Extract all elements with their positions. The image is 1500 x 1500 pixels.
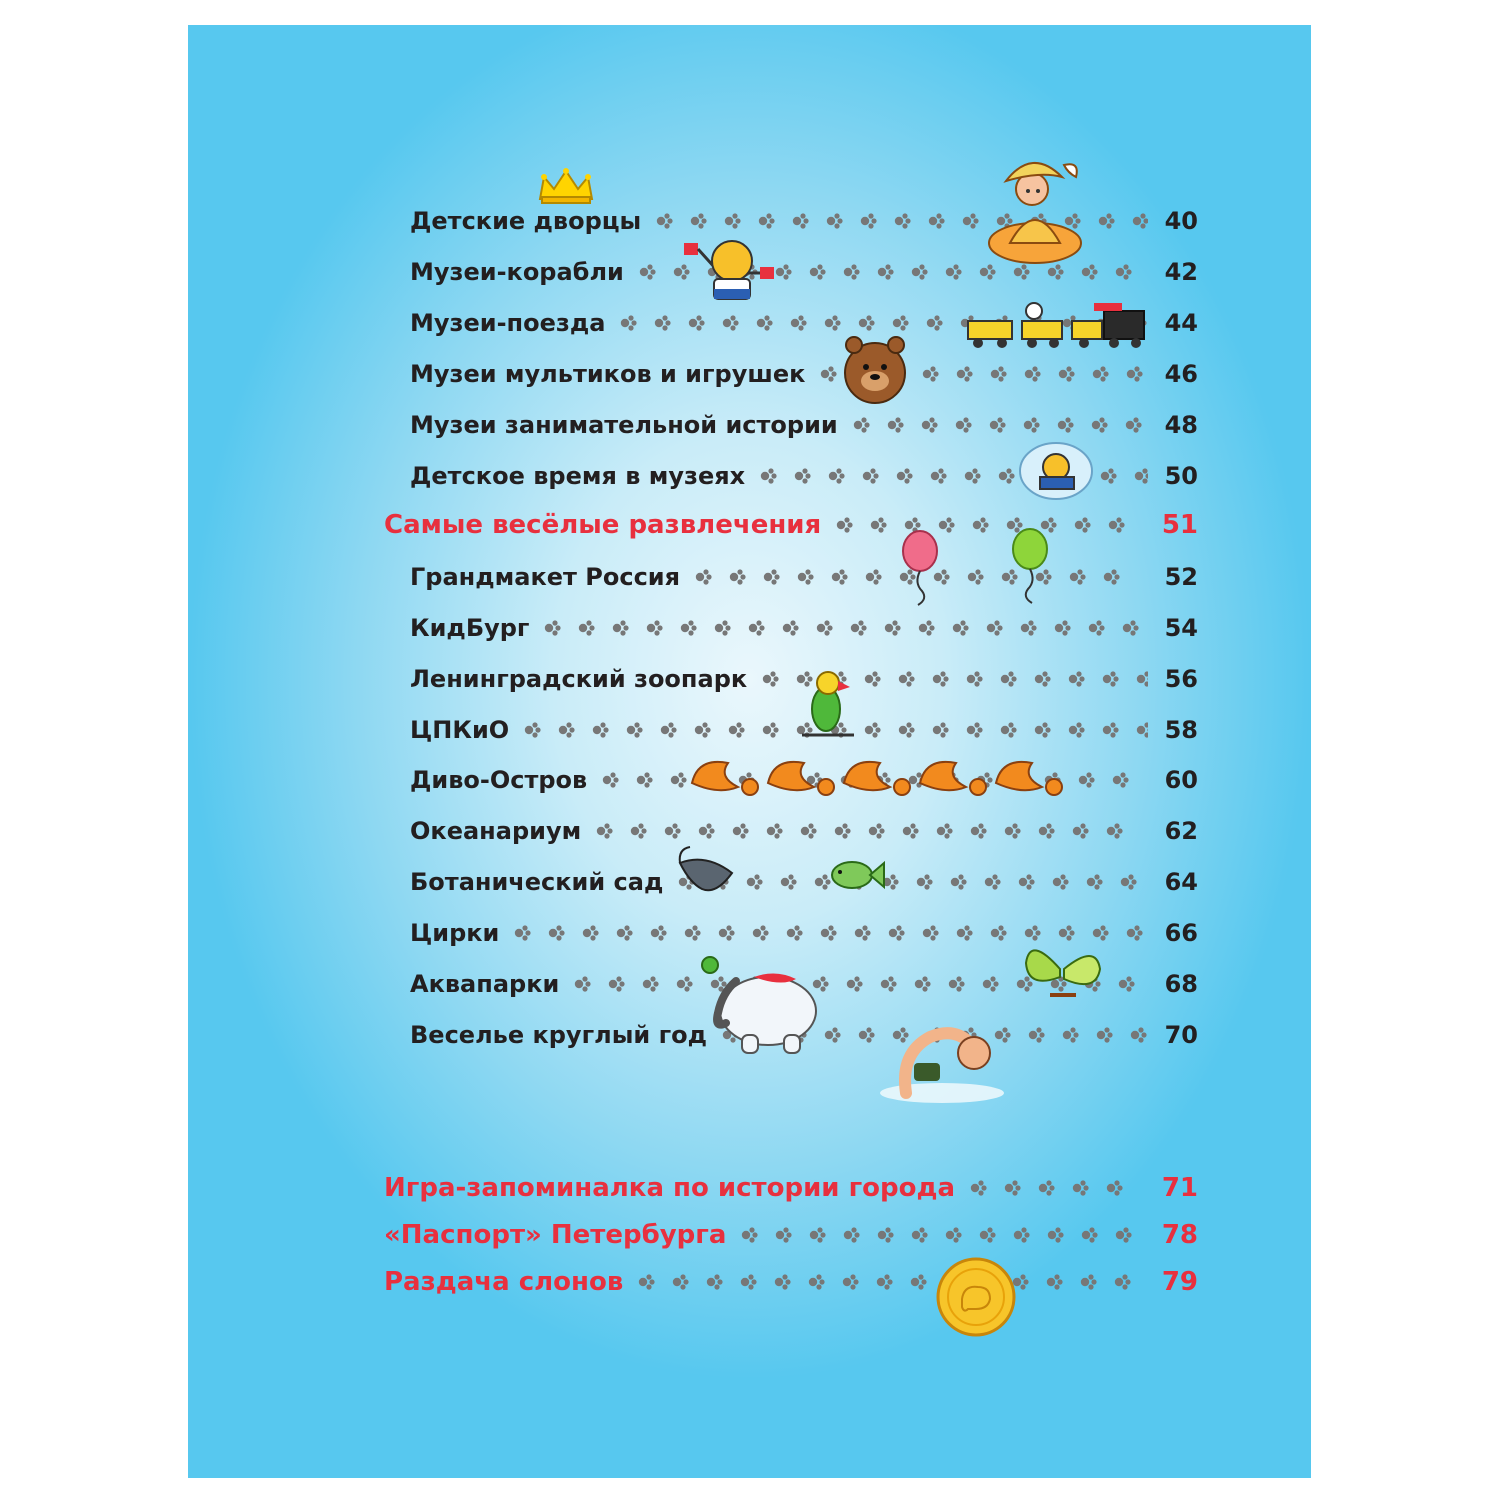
toc-entry-title: Музеи занимательной истории <box>410 411 838 439</box>
toy-train-icon <box>964 295 1154 355</box>
toc-entry-page-number: 50 <box>1164 462 1198 490</box>
toc-entry[interactable] <box>188 505 1311 545</box>
toc-entry-title: Раздача слонов <box>384 1267 624 1297</box>
toc-entry[interactable] <box>188 659 1311 699</box>
crown-icon <box>536 167 596 207</box>
toc-entry-title: Детское время в музеях <box>410 462 746 490</box>
paw-print-leader <box>677 870 1148 894</box>
toc-entry-title: Веселье круглый год <box>410 1021 707 1049</box>
fish-icon <box>828 855 886 895</box>
toc-entry-title: Ленинградский зоопарк <box>410 665 748 693</box>
princess-doll-icon <box>980 147 1090 267</box>
butterfly-icon <box>1020 933 1104 1001</box>
toc-entry-page-number: 70 <box>1164 1021 1198 1049</box>
toc-entry[interactable] <box>188 608 1311 648</box>
toc-entry[interactable] <box>188 913 1311 953</box>
toc-entry-page-number: 64 <box>1164 868 1198 896</box>
toc-entry-title: Аквапарки <box>410 970 560 998</box>
toc-entry-page-number: 56 <box>1164 665 1198 693</box>
toc-entry[interactable] <box>188 557 1311 597</box>
toc-entry-title: Океанариум <box>410 817 582 845</box>
toc-entry-title: «Паспорт» Петербурга <box>384 1220 727 1250</box>
astronaut-helmet-icon <box>1016 439 1096 503</box>
toc-entry-title: Диво-Остров <box>410 766 588 794</box>
parrot-icon <box>796 669 860 741</box>
elephant-icon <box>696 953 826 1057</box>
toc-entry[interactable] <box>188 1215 1311 1255</box>
paw-print-leader <box>852 413 1148 437</box>
toc-entry-page-number: 60 <box>1164 766 1198 794</box>
toc-entry[interactable] <box>188 862 1311 902</box>
toc-entry-title: Музеи-поезда <box>410 309 606 337</box>
toc-entry-page-number: 71 <box>1161 1173 1198 1203</box>
toc-entry-page-number: 68 <box>1164 970 1198 998</box>
balloon-icon <box>1010 527 1050 605</box>
toc-entry-page-number: 62 <box>1164 817 1198 845</box>
toc-entry[interactable] <box>188 811 1311 851</box>
toc-entry[interactable] <box>188 405 1311 445</box>
toc-entry-page-number: 40 <box>1164 207 1198 235</box>
toc-entry-page-number: 78 <box>1161 1220 1198 1250</box>
paw-print-leader <box>543 616 1148 640</box>
toc-entry-title: Музеи мультиков и игрушек <box>410 360 806 388</box>
toc-entry[interactable] <box>188 1168 1311 1208</box>
sailor-icon <box>676 233 786 303</box>
toc-entry-title: Цирки <box>410 919 500 947</box>
toc-entry[interactable] <box>188 710 1311 750</box>
toc-entry-title: Детские дворцы <box>410 207 642 235</box>
toc-entry-title: ЦПКиО <box>410 716 510 744</box>
toc-entry-page-number: 52 <box>1164 563 1198 591</box>
toc-entry[interactable] <box>188 1262 1311 1302</box>
balloon-icon <box>900 529 940 607</box>
toc-page <box>188 25 1311 1478</box>
toc-entry-page-number: 44 <box>1164 309 1198 337</box>
toc-entry-page-number: 66 <box>1164 919 1198 947</box>
toc-entry-page-number: 79 <box>1161 1267 1198 1297</box>
toc-entry-page-number: 42 <box>1164 258 1198 286</box>
toc-entry-title: Музеи-корабли <box>410 258 624 286</box>
bear-icon <box>840 331 910 405</box>
toc-entry-page-number: 48 <box>1164 411 1198 439</box>
paw-print-leader <box>835 513 1148 537</box>
toc-entry-title: Грандмакет Россия <box>410 563 681 591</box>
squirrel-icon <box>688 753 1074 801</box>
toc-entry-title: Игра-запоминалка по истории города <box>384 1173 956 1203</box>
toc-entry-title: Ботанический сад <box>410 868 664 896</box>
paw-print-leader <box>595 819 1148 843</box>
toc-entry-page-number: 46 <box>1164 360 1198 388</box>
toc-entry-title: КидБург <box>410 614 530 642</box>
paw-print-leader <box>969 1176 1148 1200</box>
paw-print-leader <box>637 1270 1148 1294</box>
gold-coin-icon <box>934 1255 1018 1339</box>
swimmer-icon <box>870 1013 1020 1117</box>
toc-entry[interactable] <box>188 354 1311 394</box>
paw-print-leader <box>740 1223 1148 1247</box>
stingray-icon <box>676 843 736 899</box>
toc-entry-page-number: 51 <box>1161 510 1198 540</box>
toc-entry-title: Самые весёлые развлечения <box>384 510 822 540</box>
toc-entry-page-number: 58 <box>1164 716 1198 744</box>
toc-entry[interactable] <box>188 456 1311 496</box>
toc-entry-page-number: 54 <box>1164 614 1198 642</box>
